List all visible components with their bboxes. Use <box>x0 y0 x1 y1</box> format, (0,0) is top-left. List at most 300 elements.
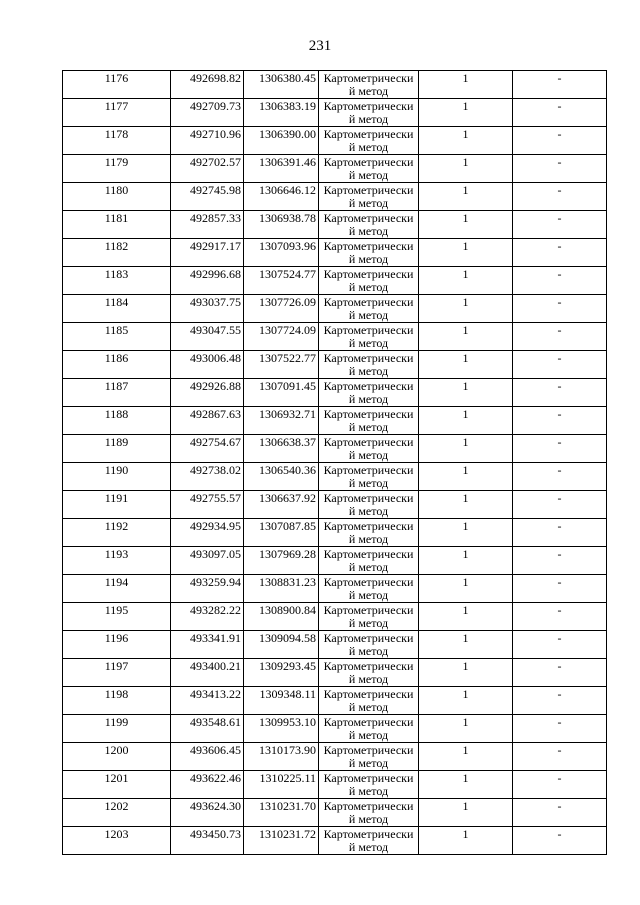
accuracy-text: 1 <box>462 99 469 113</box>
accuracy-text: 1 <box>462 799 469 813</box>
description-cell <box>513 575 607 603</box>
point-number-text: 1199 <box>104 715 129 729</box>
x-coordinate-text: 492934.95 <box>190 519 241 533</box>
description-cell <box>513 99 607 127</box>
accuracy-text: 1 <box>462 323 469 337</box>
description-text: - <box>557 827 562 841</box>
description-cell <box>513 547 607 575</box>
description-cell <box>513 71 607 99</box>
method-text: Картометрически й метод <box>323 631 414 658</box>
point-number-text: 1188 <box>104 407 129 421</box>
table-row <box>63 127 607 155</box>
y-coordinate-cell <box>244 575 319 603</box>
accuracy-cell <box>419 155 513 183</box>
x-coordinate-cell <box>171 743 244 771</box>
x-coordinate-text: 493624.30 <box>190 799 241 813</box>
point-number-text: 1189 <box>104 435 129 449</box>
method-text: Картометрически й метод <box>323 71 414 98</box>
y-coordinate-cell <box>244 715 319 743</box>
y-coordinate-text: 1306646.12 <box>259 183 316 197</box>
description-text: - <box>557 211 562 225</box>
method-text: Картометрически й метод <box>323 211 414 238</box>
method-cell <box>319 491 419 519</box>
y-coordinate-text: 1309953.10 <box>259 715 316 729</box>
point-number-cell <box>63 295 171 323</box>
y-coordinate-cell <box>244 799 319 827</box>
y-coordinate-cell <box>244 771 319 799</box>
table-row <box>63 771 607 799</box>
description-text: - <box>557 491 562 505</box>
method-text: Картометрически й метод <box>323 771 414 798</box>
table-row <box>63 155 607 183</box>
x-coordinate-cell <box>171 71 244 99</box>
point-number-cell <box>63 379 171 407</box>
method-cell <box>319 183 419 211</box>
point-number-text: 1198 <box>104 687 129 701</box>
accuracy-cell <box>419 463 513 491</box>
table-row <box>63 827 607 855</box>
method-cell <box>319 323 419 351</box>
method-text: Картометрически й метод <box>323 547 414 574</box>
point-number-cell <box>63 99 171 127</box>
description-cell <box>513 239 607 267</box>
y-coordinate-text: 1306540.36 <box>259 463 316 477</box>
x-coordinate-cell <box>171 603 244 631</box>
description-text: - <box>557 295 562 309</box>
x-coordinate-text: 493341.91 <box>190 631 241 645</box>
y-coordinate-text: 1306391.46 <box>259 155 316 169</box>
accuracy-text: 1 <box>462 519 469 533</box>
y-coordinate-text: 1307091.45 <box>259 379 316 393</box>
x-coordinate-text: 493037.75 <box>190 295 241 309</box>
description-text: - <box>557 239 562 253</box>
description-text: - <box>557 519 562 533</box>
y-coordinate-cell <box>244 827 319 855</box>
method-text: Картометрически й метод <box>323 463 414 490</box>
description-cell <box>513 827 607 855</box>
description-text: - <box>557 71 562 85</box>
x-coordinate-cell <box>171 379 244 407</box>
x-coordinate-text: 493282.22 <box>190 603 241 617</box>
y-coordinate-text: 1308900.84 <box>259 603 316 617</box>
accuracy-cell <box>419 519 513 547</box>
y-coordinate-cell <box>244 379 319 407</box>
point-number-cell <box>63 463 171 491</box>
y-coordinate-cell <box>244 323 319 351</box>
description-cell <box>513 687 607 715</box>
accuracy-cell <box>419 295 513 323</box>
table-row <box>63 435 607 463</box>
table-row <box>63 183 607 211</box>
accuracy-cell <box>419 715 513 743</box>
description-text: - <box>557 267 562 281</box>
accuracy-text: 1 <box>462 71 469 85</box>
table-row <box>63 379 607 407</box>
description-text: - <box>557 463 562 477</box>
method-cell <box>319 799 419 827</box>
accuracy-text: 1 <box>462 491 469 505</box>
table-row <box>63 575 607 603</box>
accuracy-cell <box>419 323 513 351</box>
y-coordinate-text: 1310173.90 <box>259 743 316 757</box>
method-cell <box>319 127 419 155</box>
description-cell <box>513 351 607 379</box>
method-cell <box>319 435 419 463</box>
y-coordinate-cell <box>244 71 319 99</box>
accuracy-cell <box>419 407 513 435</box>
description-cell <box>513 491 607 519</box>
table-row <box>63 267 607 295</box>
y-coordinate-cell <box>244 687 319 715</box>
point-number-cell <box>63 183 171 211</box>
table-row <box>63 743 607 771</box>
y-coordinate-cell <box>244 491 319 519</box>
method-text: Картометрически й метод <box>323 827 414 854</box>
point-number-text: 1202 <box>104 799 129 813</box>
point-number-cell <box>63 491 171 519</box>
table-row <box>63 99 607 127</box>
accuracy-cell <box>419 827 513 855</box>
x-coordinate-cell <box>171 575 244 603</box>
y-coordinate-cell <box>244 659 319 687</box>
x-coordinate-cell <box>171 267 244 295</box>
point-number-text: 1200 <box>104 743 129 757</box>
accuracy-cell <box>419 799 513 827</box>
y-coordinate-text: 1307969.28 <box>259 547 316 561</box>
description-cell <box>513 323 607 351</box>
y-coordinate-cell <box>244 99 319 127</box>
y-coordinate-text: 1309094.58 <box>259 631 316 645</box>
description-cell <box>513 659 607 687</box>
method-cell <box>319 743 419 771</box>
accuracy-cell <box>419 267 513 295</box>
accuracy-cell <box>419 743 513 771</box>
y-coordinate-text: 1309293.45 <box>259 659 316 673</box>
coordinates-table-body <box>63 71 607 855</box>
description-cell <box>513 435 607 463</box>
accuracy-cell <box>419 659 513 687</box>
table-row <box>63 239 607 267</box>
method-cell <box>319 603 419 631</box>
y-coordinate-text: 1310231.72 <box>259 827 316 841</box>
method-text: Картометрически й метод <box>323 155 414 182</box>
method-cell <box>319 211 419 239</box>
y-coordinate-cell <box>244 239 319 267</box>
method-text: Картометрически й метод <box>323 267 414 294</box>
accuracy-cell <box>419 631 513 659</box>
y-coordinate-cell <box>244 743 319 771</box>
accuracy-text: 1 <box>462 463 469 477</box>
point-number-cell <box>63 631 171 659</box>
point-number-cell <box>63 687 171 715</box>
x-coordinate-cell <box>171 519 244 547</box>
x-coordinate-cell <box>171 295 244 323</box>
x-coordinate-cell <box>171 239 244 267</box>
description-cell <box>513 183 607 211</box>
accuracy-text: 1 <box>462 155 469 169</box>
description-cell <box>513 603 607 631</box>
method-cell <box>319 71 419 99</box>
description-cell <box>513 631 607 659</box>
y-coordinate-cell <box>244 519 319 547</box>
method-text: Картометрически й метод <box>323 323 414 350</box>
y-coordinate-text: 1306638.37 <box>259 435 316 449</box>
description-cell <box>513 267 607 295</box>
point-number-text: 1201 <box>104 771 129 785</box>
table-row <box>63 211 607 239</box>
description-cell <box>513 211 607 239</box>
table-row <box>63 491 607 519</box>
x-coordinate-text: 492745.98 <box>190 183 241 197</box>
table-row <box>63 659 607 687</box>
accuracy-cell <box>419 491 513 519</box>
point-number-cell <box>63 771 171 799</box>
description-text: - <box>557 407 562 421</box>
accuracy-cell <box>419 183 513 211</box>
table-row <box>63 295 607 323</box>
y-coordinate-text: 1310231.70 <box>259 799 316 813</box>
y-coordinate-text: 1307093.96 <box>259 239 316 253</box>
description-text: - <box>557 351 562 365</box>
method-cell <box>319 771 419 799</box>
x-coordinate-text: 493259.94 <box>190 575 241 589</box>
method-text: Картометрически й метод <box>323 183 414 210</box>
point-number-text: 1181 <box>104 211 129 225</box>
x-coordinate-cell <box>171 491 244 519</box>
x-coordinate-cell <box>171 631 244 659</box>
point-number-cell <box>63 211 171 239</box>
x-coordinate-cell <box>171 687 244 715</box>
x-coordinate-text: 492709.73 <box>190 99 241 113</box>
table-row <box>63 463 607 491</box>
point-number-text: 1194 <box>104 575 129 589</box>
method-text: Картометрически й метод <box>323 239 414 266</box>
x-coordinate-text: 492917.17 <box>190 239 241 253</box>
y-coordinate-cell <box>244 463 319 491</box>
accuracy-cell <box>419 211 513 239</box>
accuracy-cell <box>419 603 513 631</box>
method-cell <box>319 351 419 379</box>
description-cell <box>513 771 607 799</box>
method-cell <box>319 547 419 575</box>
table-row <box>63 519 607 547</box>
accuracy-text: 1 <box>462 351 469 365</box>
y-coordinate-text: 1307087.85 <box>259 519 316 533</box>
description-cell <box>513 799 607 827</box>
table-row <box>63 351 607 379</box>
y-coordinate-cell <box>244 127 319 155</box>
description-cell <box>513 379 607 407</box>
table-row <box>63 799 607 827</box>
description-cell <box>513 463 607 491</box>
description-cell <box>513 295 607 323</box>
accuracy-text: 1 <box>462 407 469 421</box>
point-number-text: 1180 <box>104 183 129 197</box>
point-number-cell <box>63 155 171 183</box>
point-number-text: 1179 <box>104 155 129 169</box>
method-text: Картометрически й метод <box>323 435 414 462</box>
point-number-cell <box>63 407 171 435</box>
point-number-cell <box>63 547 171 575</box>
x-coordinate-text: 493413.22 <box>190 687 241 701</box>
y-coordinate-text: 1309348.11 <box>259 687 316 701</box>
x-coordinate-cell <box>171 771 244 799</box>
y-coordinate-cell <box>244 407 319 435</box>
accuracy-text: 1 <box>462 127 469 141</box>
description-cell <box>513 715 607 743</box>
method-cell <box>319 155 419 183</box>
y-coordinate-text: 1307522.77 <box>259 351 316 365</box>
description-text: - <box>557 603 562 617</box>
table-row <box>63 547 607 575</box>
x-coordinate-cell <box>171 183 244 211</box>
x-coordinate-cell <box>171 155 244 183</box>
x-coordinate-text: 492926.88 <box>190 379 241 393</box>
description-text: - <box>557 99 562 113</box>
y-coordinate-cell <box>244 631 319 659</box>
point-number-cell <box>63 267 171 295</box>
accuracy-text: 1 <box>462 211 469 225</box>
description-text: - <box>557 715 562 729</box>
description-text: - <box>557 127 562 141</box>
accuracy-text: 1 <box>462 183 469 197</box>
y-coordinate-text: 1307524.77 <box>259 267 316 281</box>
point-number-cell <box>63 519 171 547</box>
x-coordinate-cell <box>171 715 244 743</box>
method-cell <box>319 659 419 687</box>
method-cell <box>319 687 419 715</box>
method-text: Картометрически й метод <box>323 99 414 126</box>
accuracy-cell <box>419 687 513 715</box>
method-text: Картометрически й метод <box>323 659 414 686</box>
method-cell <box>319 407 419 435</box>
table-row <box>63 687 607 715</box>
accuracy-text: 1 <box>462 295 469 309</box>
method-cell <box>319 379 419 407</box>
y-coordinate-text: 1306938.78 <box>259 211 316 225</box>
accuracy-text: 1 <box>462 631 469 645</box>
point-number-text: 1185 <box>104 323 129 337</box>
accuracy-text: 1 <box>462 743 469 757</box>
point-number-text: 1203 <box>104 827 129 841</box>
accuracy-text: 1 <box>462 547 469 561</box>
y-coordinate-text: 1307726.09 <box>259 295 316 309</box>
description-text: - <box>557 687 562 701</box>
y-coordinate-cell <box>244 603 319 631</box>
accuracy-text: 1 <box>462 659 469 673</box>
description-text: - <box>557 155 562 169</box>
x-coordinate-text: 493047.55 <box>190 323 241 337</box>
x-coordinate-cell <box>171 407 244 435</box>
x-coordinate-text: 492710.96 <box>190 127 241 141</box>
x-coordinate-cell <box>171 435 244 463</box>
y-coordinate-text: 1310225.11 <box>259 771 316 785</box>
table-row <box>63 71 607 99</box>
method-cell <box>319 99 419 127</box>
point-number-text: 1197 <box>104 659 129 673</box>
method-text: Картометрически й метод <box>323 379 414 406</box>
point-number-cell <box>63 715 171 743</box>
x-coordinate-text: 493606.45 <box>190 743 241 757</box>
point-number-text: 1195 <box>104 603 129 617</box>
accuracy-cell <box>419 99 513 127</box>
x-coordinate-cell <box>171 827 244 855</box>
point-number-text: 1187 <box>104 379 129 393</box>
point-number-cell <box>63 799 171 827</box>
accuracy-text: 1 <box>462 687 469 701</box>
y-coordinate-cell <box>244 295 319 323</box>
x-coordinate-text: 493548.61 <box>190 715 241 729</box>
point-number-text: 1193 <box>104 547 129 561</box>
method-cell <box>319 463 419 491</box>
x-coordinate-cell <box>171 463 244 491</box>
point-number-cell <box>63 351 171 379</box>
accuracy-cell <box>419 771 513 799</box>
point-number-cell <box>63 659 171 687</box>
description-text: - <box>557 771 562 785</box>
method-cell <box>319 575 419 603</box>
table-row <box>63 323 607 351</box>
method-text: Картометрически й метод <box>323 799 414 826</box>
point-number-text: 1183 <box>104 267 129 281</box>
x-coordinate-text: 493006.48 <box>190 351 241 365</box>
point-number-text: 1191 <box>104 491 129 505</box>
accuracy-cell <box>419 575 513 603</box>
point-number-cell <box>63 71 171 99</box>
table-row <box>63 407 607 435</box>
point-number-text: 1190 <box>104 463 129 477</box>
y-coordinate-text: 1307724.09 <box>259 323 316 337</box>
point-number-cell <box>63 323 171 351</box>
y-coordinate-text: 1306637.92 <box>259 491 316 505</box>
table-row <box>63 603 607 631</box>
method-text: Картометрически й метод <box>323 407 414 434</box>
y-coordinate-cell <box>244 211 319 239</box>
y-coordinate-text: 1306380.45 <box>259 71 316 85</box>
x-coordinate-text: 492754.67 <box>190 435 241 449</box>
point-number-text: 1186 <box>104 351 129 365</box>
method-text: Картометрически й метод <box>323 743 414 770</box>
accuracy-text: 1 <box>462 379 469 393</box>
table-row <box>63 631 607 659</box>
x-coordinate-cell <box>171 547 244 575</box>
method-text: Картометрически й метод <box>323 687 414 714</box>
description-text: - <box>557 631 562 645</box>
description-cell <box>513 127 607 155</box>
accuracy-text: 1 <box>462 267 469 281</box>
description-text: - <box>557 547 562 561</box>
accuracy-cell <box>419 71 513 99</box>
method-cell <box>319 239 419 267</box>
accuracy-text: 1 <box>462 715 469 729</box>
description-cell <box>513 155 607 183</box>
method-cell <box>319 295 419 323</box>
description-text: - <box>557 323 562 337</box>
x-coordinate-text: 493097.05 <box>190 547 241 561</box>
method-text: Картометрически й метод <box>323 351 414 378</box>
accuracy-cell <box>419 379 513 407</box>
point-number-text: 1192 <box>104 519 129 533</box>
x-coordinate-cell <box>171 211 244 239</box>
x-coordinate-cell <box>171 127 244 155</box>
point-number-text: 1184 <box>104 295 129 309</box>
description-text: - <box>557 183 562 197</box>
y-coordinate-cell <box>244 155 319 183</box>
x-coordinate-text: 493622.46 <box>190 771 241 785</box>
method-text: Картометрически й метод <box>323 603 414 630</box>
x-coordinate-cell <box>171 99 244 127</box>
description-cell <box>513 407 607 435</box>
